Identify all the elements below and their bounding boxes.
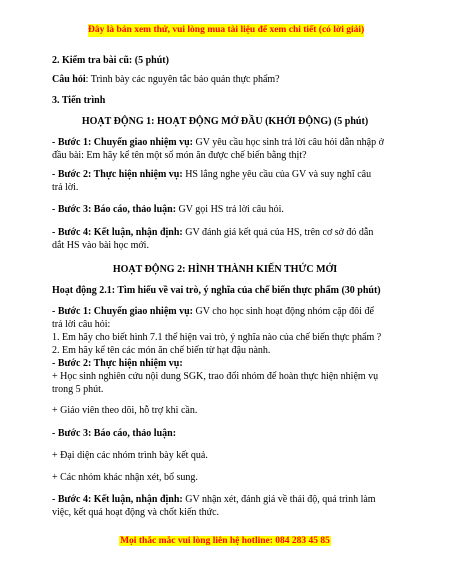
question-line: Câu hỏi: Trình bày các nguyên tắc bảo quản thực phẩm?: [52, 74, 280, 85]
a2-step1-line2: trả lời câu hỏi:: [52, 319, 111, 330]
a1-step1-line1: - Bước 1: Chuyển giao nhiệm vụ: GV yêu cầu học sinh trả lời câu hỏi dẫn nhập ở: [52, 137, 384, 148]
a1-step2-line2: trả lời.: [52, 182, 79, 193]
a2-step4-line2: việc, kết quả hoạt động và chốt kiến thức.: [52, 507, 220, 518]
a2-step2-label: - Bước 2: Thực hiện nhiệm vụ:: [52, 358, 183, 369]
a2-question-1: 1. Em hãy cho biết hình 7.1 thể hiện vai trò, ý nghĩa nào của chế biến thực phẩm ?: [52, 332, 382, 343]
a2-step2-line1: + Học sinh nghiên cứu nội dung SGK, trao đổi nhóm để hoàn thực hiện nhiệm vụ: [52, 371, 379, 382]
activity-2-1-title: Hoạt động 2.1: Tìm hiểu về vai trò, ý nghĩa của chế biến thực phẩm (30 phút): [52, 285, 381, 296]
a1-step3-line: - Bước 3: Báo cáo, thảo luận: GV gọi HS trả lời câu hỏi.: [52, 204, 284, 215]
a1-step1-line2: đầu bài: Em hãy kể tên một số món ăn được chế biến bằng thịt?: [52, 150, 307, 161]
a2-step1-line1: - Bước 1: Chuyển giao nhiệm vụ: GV cho học sinh hoạt động nhóm cặp đôi để: [52, 306, 374, 317]
hotline-footer: Mọi thắc mắc vui lòng liên hệ hotline: 084 283 45 85: [120, 536, 330, 546]
a1-step4-line1: - Bước 4: Kết luận, nhận định: GV đánh giá kết quả của HS, trên cơ sở đó dẫn: [52, 227, 374, 238]
activity-1-title: HOẠT ĐỘNG 1: HOẠT ĐỘNG MỞ ĐẦU (KHỞI ĐỘNG) (5 phút): [81, 116, 369, 127]
a2-step3-line2: + Các nhóm khác nhận xét, bổ sung.: [52, 472, 198, 483]
section-heading-process: 3. Tiến trình: [52, 95, 106, 106]
preview-banner: Đây là bản xem thử, vui lòng mua tài liệu để xem chi tiết (có lời giải): [88, 25, 365, 35]
a1-step2-line1: - Bước 2: Thực hiện nhiệm vụ: HS lắng nghe yêu cầu của GV và suy nghĩ câu: [52, 169, 372, 180]
activity-2-title: HOẠT ĐỘNG 2: HÌNH THÀNH KIẾN THỨC MỚI: [112, 264, 338, 275]
a2-step2-line3: + Giáo viên theo dõi, hỗ trợ khi cần.: [52, 405, 198, 416]
a2-step3-label: - Bước 3: Báo cáo, thảo luận:: [52, 428, 177, 439]
a2-step2-line2: trong 5 phút.: [52, 384, 104, 395]
a2-question-2: 2. Em hãy kể tên các món ăn chế biến từ hạt đậu nành.: [52, 345, 271, 356]
section-heading-check: 2. Kiểm tra bài cũ: (5 phút): [52, 55, 169, 66]
a1-step4-line2: dắt HS vào bài học mới.: [52, 240, 149, 251]
a2-step4-line1: - Bước 4: Kết luận, nhận định: GV nhận xét, đánh giá về thái độ, quá trình làm: [52, 494, 376, 505]
a2-step3-line1: + Đại diện các nhóm trình bày kết quả.: [52, 450, 208, 461]
